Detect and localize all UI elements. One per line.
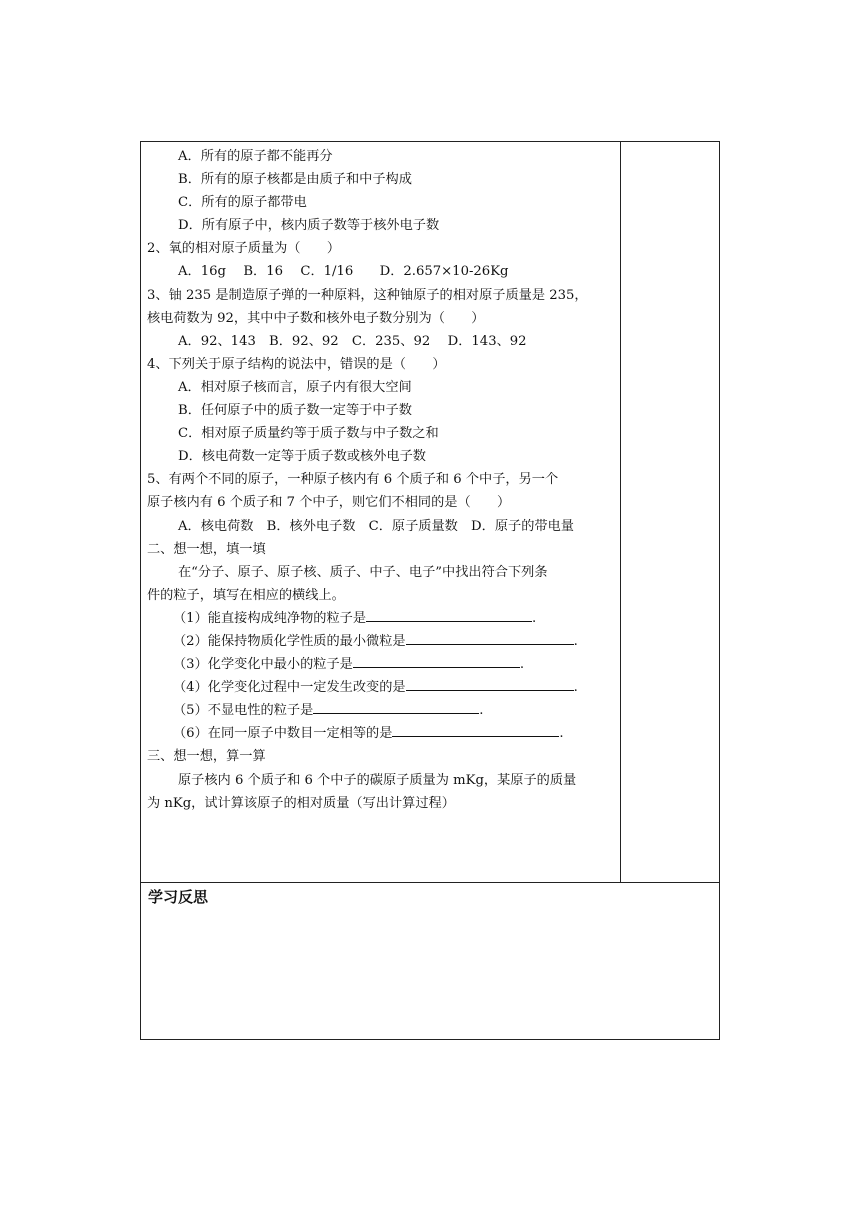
- q2-options: A．16g B．16 C．1/16 D．2.657×10-26Kg: [178, 264, 509, 280]
- q1-option-d: D．所有原子中，核内质子数等于核外电子数: [178, 218, 440, 234]
- section3-body-line1: 原子核内 6 个质子和 6 个中子的碳原子质量为 mKg，某原子的质量: [178, 772, 577, 788]
- answer-blank[interactable]: [366, 607, 532, 622]
- reflection-title: 学习反思: [148, 888, 209, 906]
- section3-title: 三、想一想，算一算: [147, 749, 266, 765]
- period: .: [559, 726, 564, 742]
- q5-options: A．核电荷数 B．核外电子数 C．原子质量数 D．原子的带电量: [178, 518, 574, 534]
- period: .: [573, 633, 578, 649]
- fill-item-5: [147, 699, 615, 722]
- q4-stem: 4、下列关于原子结构的说法中，错误的是（ ）: [147, 356, 446, 372]
- q4-option-a: A．相对原子核而言，原子内有很大空间: [178, 379, 412, 395]
- answer-blank[interactable]: [406, 630, 574, 645]
- q1-option-c: C．所有的原子都带电: [178, 195, 307, 211]
- section2-intro-line2: 件的粒子，填写在相应的横线上。: [147, 587, 345, 603]
- period: .: [573, 680, 578, 696]
- q4-option-b: B．任何原子中的质子数一定等于中子数: [178, 403, 412, 419]
- fill-item-4: [147, 676, 615, 699]
- answer-blank[interactable]: [392, 722, 559, 737]
- q4-option-d: D．核电荷数一定等于质子数或核外电子数: [178, 449, 426, 465]
- q3-stem-line1: 3、铀 235 是制造原子弹的一种原料，这种铀原子的相对原子质量是 235，: [147, 287, 588, 303]
- q3-stem-line2: 核电荷数为 92，其中中子数和核外电子数分别为（ ）: [147, 310, 485, 326]
- q3-options: A．92、143 B．92、92 C．235、92 D．143、92: [178, 333, 527, 349]
- q5-stem-line2: 原子核内有 6 个质子和 7 个中子，则它们不相同的是（ ）: [147, 495, 511, 511]
- section2-title: 二、想一想，填一填: [147, 541, 266, 557]
- fill-item-label: （1）能直接构成纯净物的粒子是: [173, 610, 367, 626]
- fill-item-6: [147, 722, 615, 745]
- period: .: [532, 610, 537, 626]
- fill-item-2: [147, 630, 615, 653]
- fill-item-label: （3）化学变化中最小的粒子是: [173, 657, 353, 673]
- worksheet-table: [140, 141, 720, 1040]
- exercise-content: [147, 145, 615, 815]
- q4-option-c: C．相对原子质量约等于质子数与中子数之和: [178, 426, 439, 442]
- fill-item-label: （4）化学变化过程中一定发生改变的是: [173, 680, 406, 696]
- exercise-cell: [141, 142, 621, 882]
- reflection-row: [141, 883, 719, 1039]
- answer-blank[interactable]: [406, 676, 574, 691]
- fill-item-label: （5）不显电性的粒子是: [173, 703, 314, 719]
- section2-intro-line1: 在“分子、原子、原子核、质子、中子、电子”中找出符合下列条: [178, 564, 548, 580]
- notes-cell: [621, 142, 719, 882]
- q1-option-b: B．所有的原子核都是由质子和中子构成: [178, 172, 412, 188]
- fill-item-3: [147, 653, 615, 676]
- period: .: [479, 703, 484, 719]
- q5-stem-line1: 5、有两个不同的原子，一种原子核内有 6 个质子和 6 个中子，另一个: [147, 472, 559, 488]
- q1-option-a: A．所有的原子都不能再分: [178, 149, 333, 164]
- q2-stem: 2、氧的相对原子质量为（ ）: [147, 241, 341, 257]
- period: .: [519, 657, 525, 673]
- fill-item-label: （6）在同一原子中数目一定相等的是: [173, 726, 393, 742]
- section3-body-line2: 为 nKg，试计算该原子的相对质量（写出计算过程）: [147, 795, 455, 811]
- fill-item-1: [147, 607, 615, 630]
- fill-item-label: （2）能保持物质化学性质的最小微粒是: [173, 633, 406, 649]
- answer-blank[interactable]: [353, 653, 520, 668]
- exercise-row: [141, 142, 719, 883]
- answer-blank[interactable]: [313, 699, 479, 714]
